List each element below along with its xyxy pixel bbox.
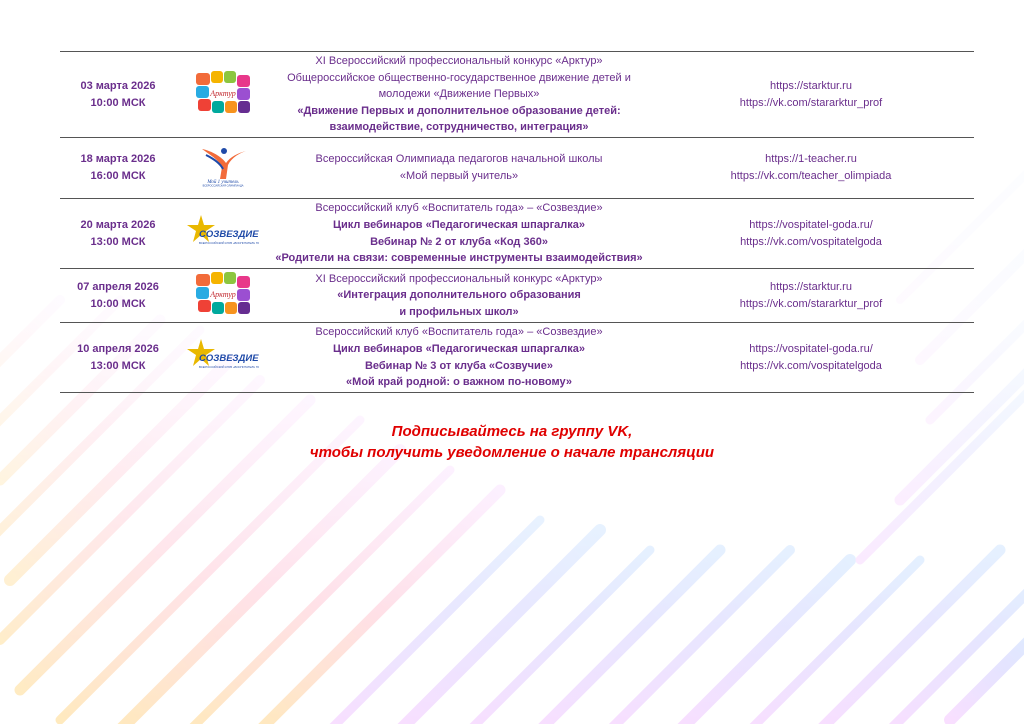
event-description [270, 199, 648, 269]
event-link[interactable]: https://vk.com/vospitatelgoda [740, 235, 882, 248]
description-line: «Мой край родной: о важном по-новому» [346, 376, 572, 389]
description-line: Цикл вебинаров «Педагогическая шпаргалка» [332, 342, 586, 355]
event-link[interactable]: https://vospitatel-goda.ru/ [749, 342, 873, 355]
event-link[interactable]: https://vk.com/stararktur_prof [739, 297, 883, 310]
event-link[interactable]: https://vospitatel-goda.ru/ [749, 218, 873, 231]
description-line: Всероссийский клуб «Воспитатель года» – «Созвездие» [315, 202, 603, 215]
event-date: 18 марта 2026 [80, 153, 156, 165]
event-time: 13:00 МСК [90, 359, 146, 372]
event-description [270, 52, 648, 138]
arktur-logo [194, 69, 252, 120]
event-logo-cell [176, 138, 270, 199]
schedule-row [60, 138, 974, 199]
event-description [270, 323, 648, 393]
sozvezdie-logo [187, 213, 259, 254]
event-date: 07 апреля 2026 [77, 280, 159, 293]
event-time: 10:00 МСК [90, 297, 146, 310]
event-datetime [60, 52, 176, 138]
description-line: Всероссийский клуб «Воспитатель года» – «Созвездие» [315, 326, 603, 339]
event-link[interactable]: https://1-teacher.ru [765, 153, 857, 165]
event-link[interactable]: https://starktur.ru [770, 79, 852, 92]
schedule-row [60, 199, 974, 269]
event-datetime [60, 269, 176, 323]
description-line: Общероссийское общественно-государственное движение детей и [287, 71, 631, 84]
event-date: 03 марта 2026 [80, 79, 156, 92]
description-line: взаимодействие, сотрудничество, интеграция» [329, 121, 589, 134]
description-line: «Интеграция дополнительного образования [337, 289, 581, 302]
svg-text:СОЗВЕЗДИЕ: СОЗВЕЗДИЕ [199, 229, 259, 240]
svg-text:ВСЕРОССИЙСКАЯ ОЛИМПИАДА: ВСЕРОССИЙСКАЯ ОЛИМПИАДА [202, 184, 244, 187]
event-link[interactable]: https://vk.com/teacher_olimpiada [730, 170, 892, 182]
subscribe-notice [0, 421, 1024, 463]
event-logo-cell [176, 199, 270, 269]
schedule-row [60, 323, 974, 393]
event-links [648, 323, 974, 393]
event-links [648, 52, 974, 138]
event-time: 16:00 МСК [90, 170, 146, 182]
moy-pervyy-uchitel-logo [196, 145, 250, 192]
description-line: Вебинар № 3 от клуба «Созвучие» [364, 359, 554, 372]
description-line: Цикл вебинаров «Педагогическая шпаргалка» [332, 218, 586, 231]
sozvezdie-logo [187, 337, 259, 378]
description-line: XI Всероссийский профессиональный конкурс «Арктур» [315, 272, 603, 285]
arktur-logo [194, 270, 252, 321]
schedule-row [60, 52, 974, 138]
event-description [270, 269, 648, 323]
event-time: 13:00 МСК [90, 235, 146, 248]
notice-line-2: чтобы получить уведомление о начале трансляции [309, 444, 715, 461]
svg-text:Арктур: Арктур [210, 89, 236, 98]
svg-text:Мой 1 учитель: Мой 1 учитель [207, 179, 239, 185]
event-datetime [60, 138, 176, 199]
event-links [648, 269, 974, 323]
event-link[interactable]: https://vk.com/vospitatelgoda [740, 359, 882, 372]
event-link[interactable]: https://vk.com/stararktur_prof [739, 96, 883, 109]
event-date: 10 апреля 2026 [77, 342, 159, 355]
schedule-sheet [60, 51, 974, 393]
schedule-table [60, 51, 974, 393]
description-line: и профильных школ» [399, 305, 519, 318]
svg-text:Арктур: Арктур [210, 290, 236, 299]
event-links [648, 199, 974, 269]
notice-line-1: Подписывайтесь на группу VK, [391, 423, 633, 440]
event-datetime [60, 323, 176, 393]
event-date: 20 марта 2026 [80, 218, 156, 231]
event-logo-cell [176, 269, 270, 323]
description-line: Вебинар № 2 от клуба «Код 360» [370, 235, 548, 248]
schedule-row [60, 269, 974, 323]
event-time: 10:00 МСК [90, 96, 146, 109]
description-line: XI Всероссийский профессиональный конкурс «Арктур» [315, 55, 603, 68]
description-line: Всероссийская Олимпиада педагогов начальной школы [315, 153, 603, 166]
event-logo-cell [176, 323, 270, 393]
event-logo-cell [176, 52, 270, 138]
event-datetime [60, 199, 176, 269]
description-line: «Родители на связи: современные инструменты взаимодействия» [275, 252, 643, 265]
svg-text:ВСЕРОССИЙСКИЙ КЛУБ «ВОСПИТАТЕЛ: ВСЕРОССИЙСКИЙ КЛУБ «ВОСПИТАТЕЛЬ ГОДА» [199, 241, 259, 245]
event-link[interactable]: https://starktur.ru [770, 280, 852, 293]
svg-text:СОЗВЕЗДИЕ: СОЗВЕЗДИЕ [199, 353, 259, 364]
svg-text:ВСЕРОССИЙСКИЙ КЛУБ «ВОСПИТАТЕЛ: ВСЕРОССИЙСКИЙ КЛУБ «ВОСПИТАТЕЛЬ ГОДА» [199, 365, 259, 369]
description-line: «Мой первый учитель» [399, 170, 519, 182]
event-description [270, 138, 648, 199]
description-line: «Движение Первых и дополнительное образование детей: [297, 104, 621, 117]
event-links [648, 138, 974, 199]
description-line: молодежи «Движение Первых» [378, 88, 540, 101]
